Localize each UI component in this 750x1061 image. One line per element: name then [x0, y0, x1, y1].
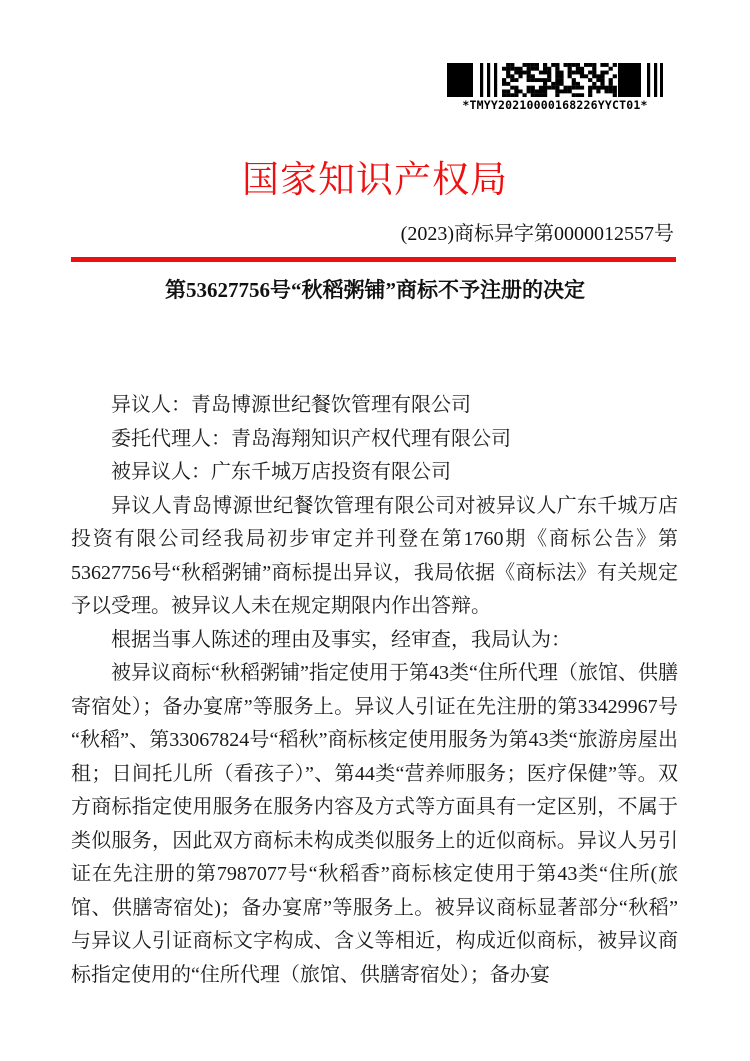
decision-title: 第53627756号“秋稻粥铺”商标不予注册的决定: [165, 278, 585, 302]
barcode: [446, 63, 664, 112]
body-paragraph: 根据当事人陈述的理由及事实，经审查，我局认为：: [111, 628, 571, 651]
body-paragraph: 异议人：青岛博源世纪餐饮管理有限公司: [111, 394, 471, 416]
body-paragraph: 被异议商标“秋稻粥铺”指定使用于第43类“住所代理（旅馆、供膳寄宿处）；备办宴席”等服务上。异议人引证在先注册的第33429967号“秋稻”、第33067824号“稻秋”商标核定使用服务为第43类“旅游房屋出租；日间托儿所（看孩子）”、第44类“营养师服务；医疗保健”等。双方商标指定使用服务在服务内容及方式等方面具有一定区别，不属于类似服务，因此双方商标未构成类似服务上的近似商标。异议人另引证在先注册的第7987077号“秋稻香”商标核定使用于第43类“住所(旅馆、供膳寄宿处)；备办宴席”等服务上。被异议商标显著部分“秋稻”与异议人引证商标文字构成、含义等相近，构成近似商标，被异议商标指定使用的“住所代理（旅馆、供膳寄宿处）；备办宴: [71, 662, 678, 986]
divider-line: [71, 257, 676, 262]
body-paragraph: 被异议人：广东千城万店投资有限公司: [111, 461, 451, 483]
body-paragraph: 委托代理人：青岛海翔知识产权代理有限公司: [111, 427, 511, 450]
barcode-text: *TMYY20210000168226YYCT01*: [462, 98, 648, 112]
doc-number: (2023)商标异字第0000012557号: [400, 223, 674, 245]
body-paragraph: 异议人青岛博源世纪餐饮管理有限公司对被异议人广东千城万店投资有限公司经我局初步审定并刊登在第1760期《商标公告》第53627756号“秋稻粥铺”商标提出异议，我局依据《商标法》有关规定予以受理。被异议人未在规定期限内作出答辩。: [71, 494, 678, 617]
document-body: [71, 389, 678, 992]
barcode-icon: [447, 63, 663, 97]
authority-title: 国家知识产权局: [242, 160, 508, 201]
